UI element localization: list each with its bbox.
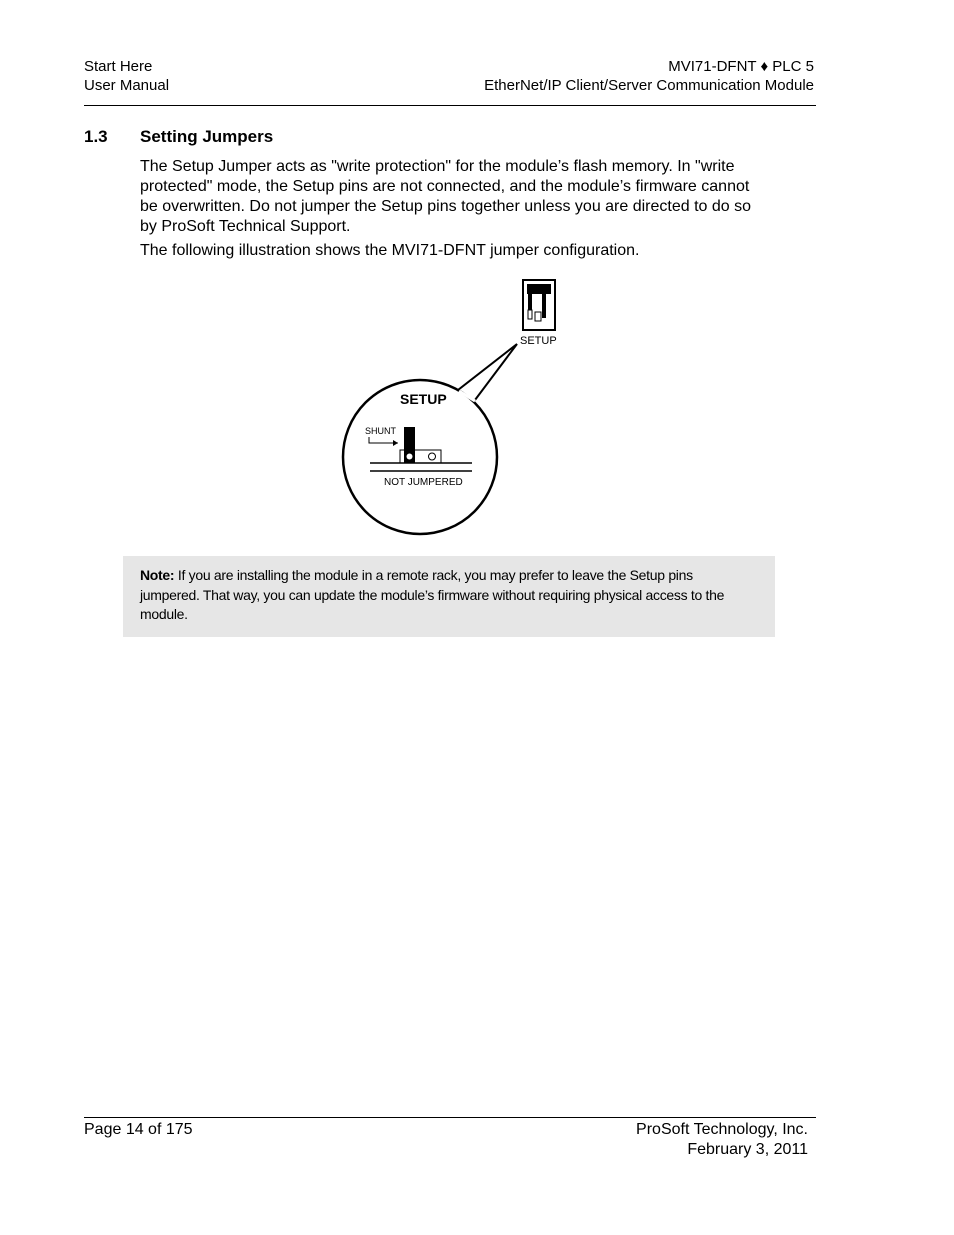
jumper-component-icon (523, 280, 555, 330)
circle-setup-title: SETUP (400, 391, 447, 407)
jumper-illustration (330, 272, 570, 542)
section-number: 1.3 (84, 127, 108, 146)
note-box (123, 556, 775, 637)
header-product: MVI71-DFNT ♦ PLC 5 (668, 58, 814, 75)
footer-right (636, 1120, 808, 1160)
header-right (484, 57, 814, 95)
header-divider (84, 105, 816, 106)
note-label: Note: (140, 567, 175, 583)
jumper-pin-1 (407, 454, 413, 460)
body-paragraph-2: The following illustration shows the MVI71-DFNT jumper configuration. (140, 242, 640, 259)
footer-divider (84, 1117, 816, 1118)
small-setup-label: SETUP (520, 335, 557, 347)
header-product-desc: EtherNet/IP Client/Server Communication Module (484, 77, 814, 94)
callout-pointer (458, 344, 517, 400)
footer-company: ProSoft Technology, Inc. (636, 1121, 808, 1138)
footer-page-number: Page 14 of 175 (84, 1121, 193, 1138)
footer-date: February 3, 2011 (687, 1141, 808, 1158)
header-section: Start Here (84, 58, 153, 75)
note-text: If you are installing the module in a remote rack, you may prefer to leave the Setup pins jumpered. That way, you can update the module’s firmware without requiring physical access to the module. (140, 567, 725, 622)
note-content (140, 566, 750, 625)
body-paragraph-1: The Setup Jumper acts as "write protection" for the module’s flash memory. In "write protected" mode, the Setup pins are not connected, and the module’s firmware cannot be overwritten. Do not jumper the Setup pins together unless you are directed to do so by ProSoft Technical Support. (140, 158, 752, 235)
shunt-label: SHUNT (365, 426, 396, 436)
section-title: Setting Jumpers (140, 127, 274, 146)
header-left (84, 57, 169, 95)
header-doc-type: User Manual (84, 77, 170, 94)
jumper-pin-2 (429, 453, 436, 460)
jumper-state-label: NOT JUMPERED (384, 477, 463, 488)
